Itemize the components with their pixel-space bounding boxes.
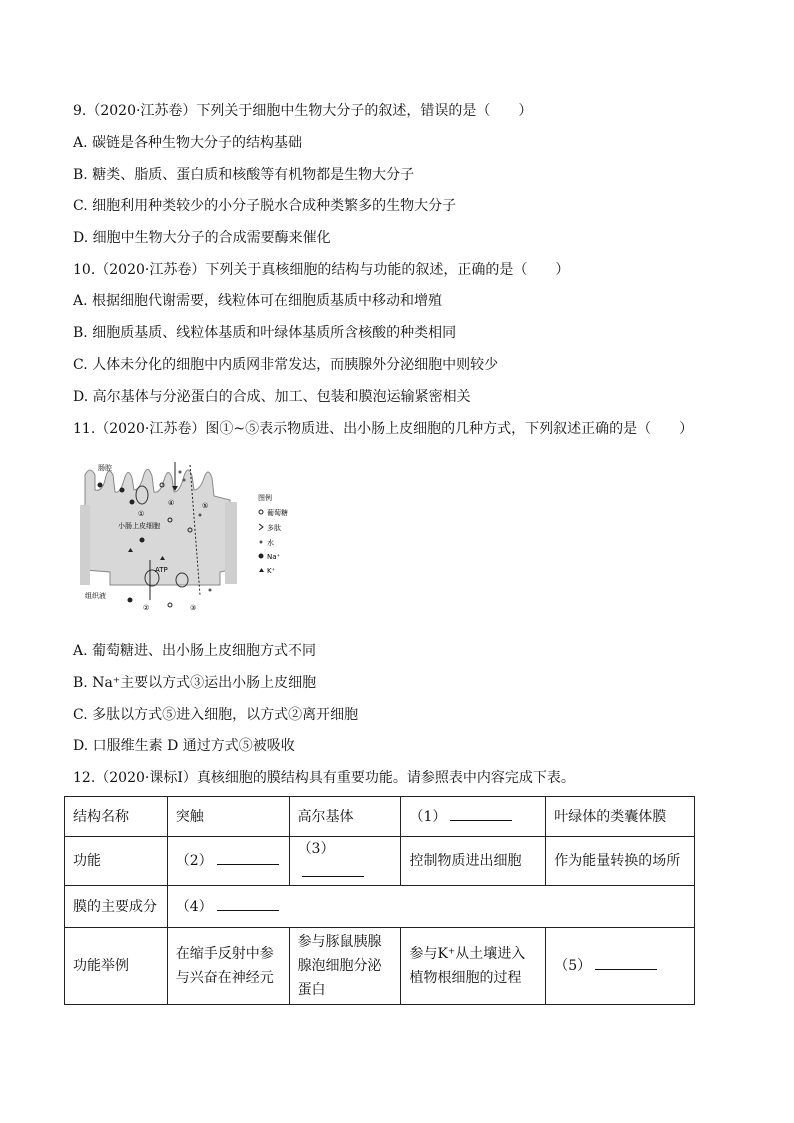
- water-particle: [183, 479, 186, 482]
- blank-label: （2）: [175, 853, 213, 869]
- label-m1: ①: [138, 510, 145, 518]
- answer-blank: [302, 862, 364, 877]
- label-m5: ⑤: [202, 502, 209, 510]
- label-cell: 小肠上皮细胞: [118, 522, 160, 530]
- water-particle: [209, 589, 212, 592]
- na-particle: [140, 538, 145, 543]
- water-particle: [179, 471, 182, 474]
- table-cell-blank-1: [401, 797, 546, 837]
- question-11-option-a: A. 葡萄糖进、出小肠上皮细胞方式不同: [73, 643, 317, 659]
- table-row: [65, 886, 695, 928]
- table-cell: 功能: [65, 837, 168, 886]
- legend-water-icon: [260, 541, 263, 544]
- table-cell: 参与豚鼠胰腺腺泡细胞分泌蛋白: [289, 928, 401, 1005]
- question-9-option-b: B. 糖类、脂质、蛋白质和核酸等有机物都是生物大分子: [73, 167, 415, 183]
- blank-label: （3）: [297, 841, 335, 857]
- legend-na-icon: [259, 554, 264, 559]
- label-m2: ②: [143, 604, 150, 612]
- label-tissue-fluid: 组织液: [85, 592, 106, 600]
- blank-label: （1）: [409, 808, 447, 825]
- na-particle: [120, 488, 125, 493]
- table-cell: 参与K⁺从土壤进入植物根细胞的过程: [401, 928, 546, 1005]
- question-10-stem: 10.（2020·江苏卷）下列关于真核细胞的结构与功能的叙述，正确的是（ ）: [73, 262, 570, 278]
- neighbor-cell-right: [225, 502, 237, 584]
- legend-title: 图例: [258, 494, 272, 502]
- table-cell: 高尔基体: [289, 797, 401, 837]
- label-m3: ③: [190, 604, 197, 612]
- label-m4: ④: [168, 499, 175, 507]
- answer-blank: [450, 806, 512, 821]
- na-particle: [130, 500, 135, 505]
- label-lumen: 肠腔: [98, 464, 112, 472]
- question-9-option-a: A. 碳链是各种生物大分子的结构基础: [73, 135, 303, 151]
- question-11-option-d: D. 口服维生素 D 通过方式⑤被吸收: [73, 738, 295, 754]
- question-11-stem: 11.（2020·江苏卷）图①~⑤表示物质进、出小肠上皮细胞的几种方式，下列叙述正确的是（ ）: [73, 421, 694, 437]
- answer-blank: [217, 896, 279, 911]
- question-11-option-c: C. 多肽以方式⑤进入细胞，以方式②离开细胞: [73, 707, 359, 723]
- question-12-stem: 12.（2020·课标Ⅰ）真核细胞的膜结构具有重要功能。请参照表中内容完成下表。: [73, 770, 575, 786]
- table-cell: 突触: [167, 797, 289, 837]
- table-cell: 叶绿体的类囊体膜: [546, 797, 695, 837]
- legend-na: Na⁺: [267, 553, 281, 561]
- question-10-option-b: B. 细胞质基质、线粒体基质和叶绿体基质所含核酸的种类相同: [73, 325, 457, 341]
- table-cell: 结构名称: [65, 797, 168, 837]
- question-9-option-c: C. 细胞利用种类较少的小分子脱水合成种类繁多的生物大分子: [73, 198, 457, 214]
- table-cell: 在缩手反射中参与兴奋在神经元: [167, 928, 289, 1005]
- neighbor-cell-left: [80, 505, 90, 585]
- table-cell: 功能举例: [65, 928, 168, 1005]
- blank-label: （5）: [554, 958, 592, 974]
- legend-water: 水: [267, 539, 274, 547]
- question-9-stem: 9.（2020·江苏卷）下列关于细胞中生物大分子的叙述，错误的是（ ）: [73, 103, 533, 119]
- table-cell-blank-5: [546, 928, 695, 1005]
- legend-glucose: 葡萄糖: [267, 509, 288, 517]
- table-cell: 膜的主要成分: [65, 886, 168, 928]
- table-row: [65, 928, 695, 1005]
- answer-blank: [595, 955, 657, 970]
- na-particle: [128, 598, 133, 603]
- table-row: [65, 797, 695, 837]
- legend-k: K⁺: [267, 567, 276, 575]
- blank-label: （4）: [175, 898, 213, 915]
- answer-blank: [217, 850, 279, 865]
- table-cell-blank-3: [289, 837, 401, 886]
- table-cell-blank-2: [167, 837, 289, 886]
- table-cell-blank-4: [167, 886, 694, 928]
- question-11-option-b: B. Na⁺主要以方式③运出小肠上皮细胞: [73, 675, 317, 691]
- water-particle: [199, 514, 202, 517]
- table-cell: 作为能量转换的场所: [546, 837, 695, 886]
- question-10-option-d: D. 高尔基体与分泌蛋白的合成、加工、包装和膜泡运输紧密相关: [73, 389, 471, 405]
- membrane-table: [64, 796, 695, 1005]
- transport-figure: [80, 460, 295, 620]
- question-10-option-a: A. 根据细胞代谢需要，线粒体可在细胞质基质中移动和增殖: [73, 293, 443, 309]
- table-row: [65, 837, 695, 886]
- table-cell: 控制物质进出细胞: [401, 837, 546, 886]
- label-atp: ATP: [155, 566, 168, 574]
- na-particle: [98, 483, 103, 488]
- question-9-option-d: D. 细胞中生物大分子的合成需要酶来催化: [73, 230, 331, 246]
- question-10-option-c: C. 人体未分化的细胞中内质网非常发达，而胰腺外分泌细胞中则较少: [73, 357, 499, 373]
- legend-peptide: 多肽: [267, 524, 281, 532]
